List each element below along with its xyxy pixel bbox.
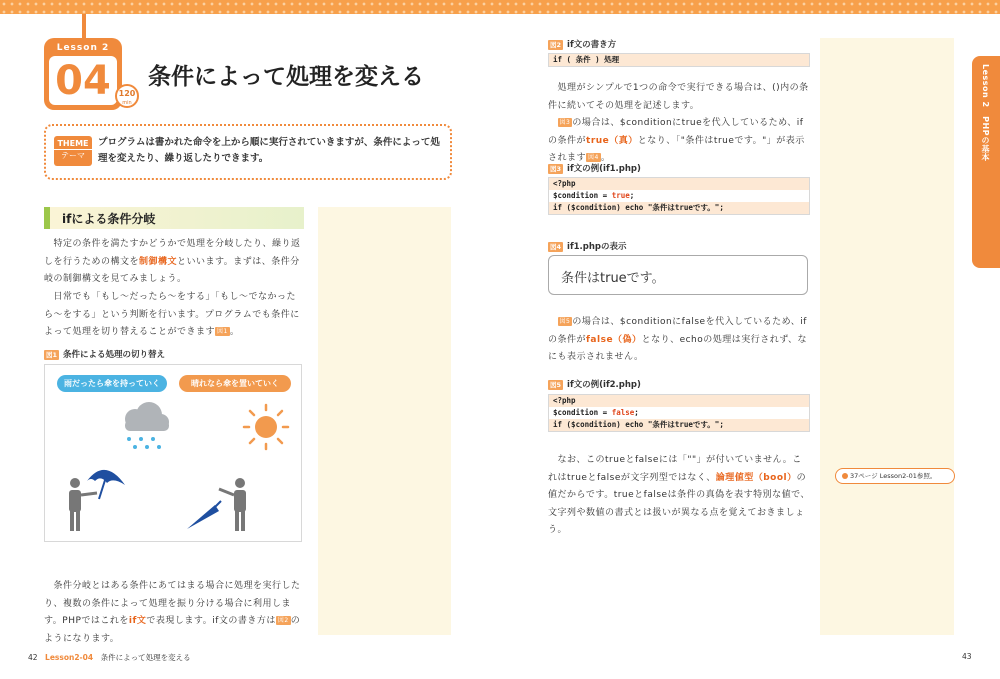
p4-text: 処理がシンプルで1つの命令で実行できる場合は、()内の条件に続いてその処理を記述します。: [548, 83, 809, 111]
footer-lesson: Lesson2-04: [45, 653, 94, 662]
lesson-label: Lesson 2: [56, 43, 110, 53]
p3-emphasis: if文: [128, 616, 147, 626]
sunny-case-pill: 晴れなら傘を置いていく: [179, 375, 291, 392]
right-page-number: 43: [962, 652, 972, 661]
figure-1-title: 条件による処理の切り替え: [63, 350, 166, 360]
paragraph-1: [44, 236, 302, 289]
p3-text-c: のようになります。: [44, 616, 301, 644]
code-line: $condition = false;: [549, 407, 809, 419]
p2-figure-ref: 図1: [217, 328, 228, 335]
figure-3-title: if文の例(if1.php): [567, 164, 641, 174]
paragraph-5: [548, 115, 810, 168]
p3-figure-ref: 図2: [277, 617, 289, 624]
theme-tag-en: THEME: [57, 139, 89, 148]
p5-emphasis: true（真）: [586, 135, 638, 146]
figure-5-title: if文の例(if2.php): [567, 380, 641, 390]
sun-icon: [244, 405, 288, 449]
code-line: if ($condition) echo "条件はtrueです。";: [549, 419, 809, 431]
p3-text-a: 条件分岐とはある条件にあてはまる場合に処理を実行したり、複数の条件によって処理を振り分ける場合に利用します。PHPではこれを: [44, 581, 301, 626]
left-page-number: 42: [28, 653, 38, 662]
badge-hanger: [82, 14, 86, 40]
reference-note: [835, 468, 955, 484]
p5-text-b: となり、「"条件はtrueです。"」が表示されます: [548, 135, 805, 163]
person-without-umbrella-icon: [187, 478, 246, 531]
paragraph-3: [44, 578, 302, 648]
lesson-badge: [44, 38, 122, 110]
code-line: if ( 条件 ) 処理: [549, 54, 809, 66]
side-tab-lesson: Lesson 2: [981, 64, 990, 108]
p5-figure-ref-2: 図4: [588, 154, 599, 161]
theme-tag: [54, 136, 92, 166]
theme-tag-ja: テーマ: [54, 149, 92, 161]
code-keyword: true: [611, 191, 630, 200]
figure-4-caption: [548, 240, 627, 252]
section-heading-text: ifによる条件分岐: [62, 212, 156, 226]
p6-figure-ref: 図5: [559, 318, 571, 325]
p7-emphasis: 論理値型（bool）: [715, 472, 797, 483]
p6-text-a: の場合は、$conditionにfalseを代入しているため、ifの条件が: [548, 317, 807, 345]
lesson-number-box: [49, 56, 117, 105]
lesson-number: 04: [55, 58, 111, 104]
p5-text-a: の場合は、$conditionにtrueを代入しているため、ifの条件が: [548, 118, 804, 146]
figure-4-output-box: [548, 255, 808, 295]
paragraph-2: 日常でも「もし〜だったら〜をする」「もし〜でなかったら〜をする」という判断を行います。プログラムでも条件によって処理を切り替えることができます 図1 。: [44, 292, 300, 337]
reference-note-text: 37ページ Lesson2-01参照。: [850, 472, 937, 480]
paragraph-6: [548, 314, 810, 367]
alarm-clock-icon: [115, 84, 139, 108]
footer-title: 条件によって処理を変える: [100, 653, 191, 662]
reference-bullet-icon: [842, 473, 848, 479]
figure-5-code: [548, 394, 810, 432]
figure-1-number: 図1: [46, 350, 58, 359]
side-tab-topic: PHPの基本: [981, 116, 990, 162]
theme-box: [44, 124, 452, 180]
p7-text-a: なお、このtrueとfalseには「""」が付いていません。これはtrueとfalseが文字列型ではなく、: [548, 455, 802, 483]
p5-figure-ref: 図3: [559, 119, 571, 126]
figure-2-code: [548, 53, 810, 67]
figure-2-caption: [548, 38, 616, 50]
section-heading-bar: [44, 207, 50, 229]
section-heading: [44, 207, 304, 229]
figure-2-number: 図2: [550, 40, 562, 49]
figure-4-number: 図4: [550, 242, 562, 251]
figure-1-illustration: [44, 364, 302, 542]
code-line: <?php: [549, 178, 809, 190]
person-with-umbrella-icon: [69, 470, 125, 531]
figure-3-code: [548, 177, 810, 215]
figure-3-caption: [548, 162, 641, 174]
side-tab-text: [980, 64, 991, 162]
paragraph-4: [548, 80, 810, 115]
code-line: if ($condition) echo "条件はtrueです。";: [549, 202, 809, 214]
weather-illustration: [45, 365, 303, 543]
p5-text-c: 。: [600, 153, 611, 163]
top-dotted-band: [0, 0, 1000, 14]
time-minutes: 120: [118, 89, 136, 98]
p1-emphasis: 制御構文: [139, 256, 178, 267]
code-line: <?php: [549, 395, 809, 407]
figure-5-caption: [548, 378, 641, 390]
right-margin-column: [820, 38, 954, 635]
p1-text-a: 特定の条件を満たすかどうかで処理を分岐したり、繰り返しを行うための構文を: [44, 239, 301, 267]
figure-3-number: 図3: [550, 164, 562, 173]
time-unit: min: [122, 100, 132, 106]
p3-text-b: で表現します。if文の書き方は: [146, 616, 276, 626]
theme-text: プログラムは書かれた命令を上から順に実行されていきますが、条件によって処理を変えたり、繰り返したりできます。: [98, 137, 440, 164]
rain-cloud-icon: [125, 402, 169, 449]
code-keyword: false: [611, 408, 635, 417]
page-title: 条件によって処理を変える: [148, 64, 424, 90]
p1-text-b: といいます。まずは、条件分岐の制御構文を見てみましょう。: [44, 256, 300, 284]
figure-4-title: if1.phpの表示: [567, 242, 627, 252]
paragraph-7: [548, 452, 810, 540]
p2-text: 日常でも「もし〜だったら〜をする」「もし〜でなかったら〜をする」という判断を行います。プログラムでも条件によって処理を切り替えることができます: [44, 292, 300, 337]
left-footer: [28, 652, 191, 663]
left-margin-column: [318, 207, 451, 635]
figure-5-number: 図5: [550, 380, 562, 389]
output-text: 条件はtrueです。: [561, 271, 665, 286]
figure-1-caption: [44, 348, 165, 360]
code-line: $condition = true;: [549, 190, 809, 202]
figure-2-title: if文の書き方: [567, 40, 617, 50]
p7-text-b: の値だからです。trueとfalseは条件の真偽を表す特別な値で、文字列や数値の書式とは扱いが異なる点を覚えておきましょう。: [548, 472, 810, 535]
side-chapter-tab: [972, 56, 1000, 268]
p6-text-b: となり、echoの処理は実行されず、なにも表示されません。: [548, 334, 808, 362]
rain-case-pill: 雨だったら傘を持っていく: [57, 375, 167, 392]
p6-emphasis: false（偽）: [586, 334, 642, 345]
